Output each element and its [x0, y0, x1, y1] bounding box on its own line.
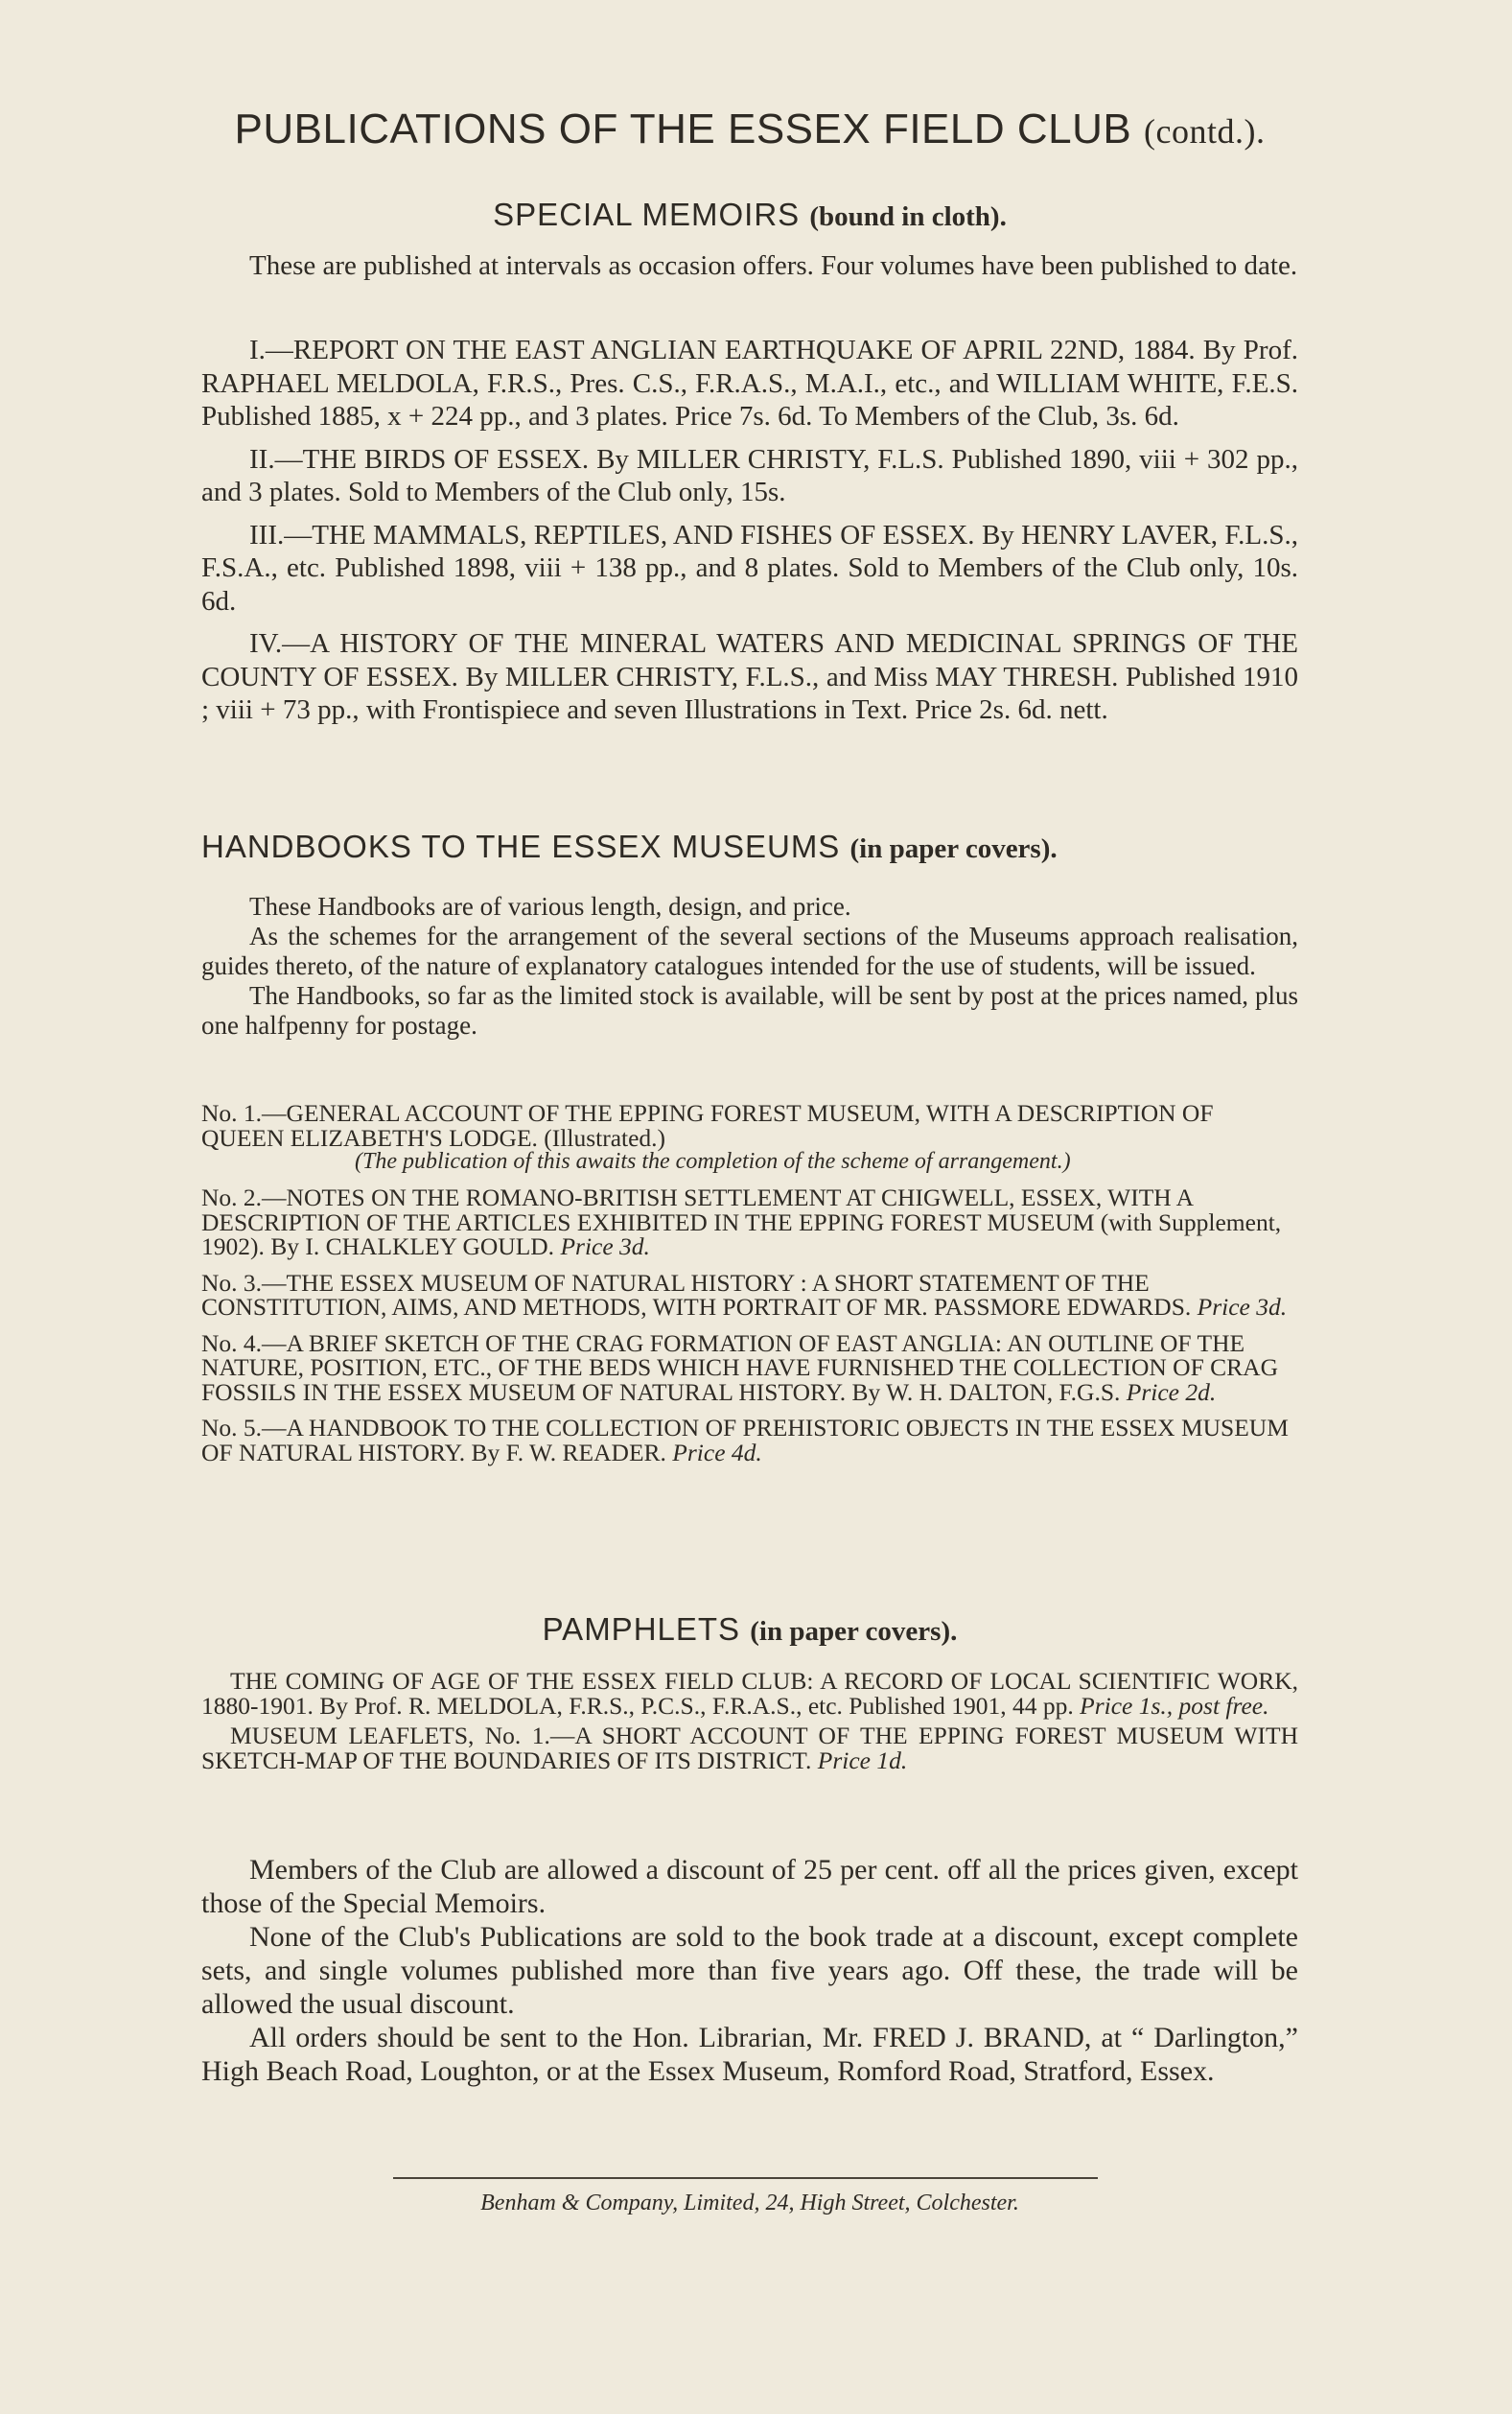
- special-item-4: IV.—A HISTORY OF THE MINERAL WATERS AND MEDICINAL SPRINGS OF THE COUNTY OF ESSEX. By MILLER CHRISTY, F.L.S., and Miss MAY THRESH. Published 1910 ; viii + 73 pp., with Frontispiece and seven Illustrations in Text. Price 2s. 6d. nett.: [201, 628, 1298, 725]
- handbooks-p2: As the schemes for the arrangement of the several sections of the Museums approach realisation, guides thereto, of the nature of explanatory catalogues intended for the use of students, will be issued.: [201, 922, 1298, 980]
- handbook-text: THE ESSEX MUSEUM OF NATURAL HISTORY : A SHORT STATEMENT OF THE CONSTITUTION, AIMS, AND METHODS, WITH PORTRAIT OF MR. PASSMORE EDWARDS.: [201, 1268, 1192, 1321]
- closing-p1: Members of the Club are allowed a discount of 25 per cent. off all the prices given, except those of the Special Memoirs.: [201, 1854, 1298, 1919]
- handbook-no: No. 5.—: [201, 1414, 287, 1441]
- special-item-2: II.—THE BIRDS OF ESSEX. By MILLER CHRISTY, F.L.S. Published 1890, viii + 302 pp., and 3 plates. Sold to Members of the Club only, 15s.: [201, 443, 1298, 507]
- handbook-note: (The publication of this awaits the completion of the scheme of arrangement.): [355, 1149, 1071, 1174]
- handbook-item-1: [201, 1101, 1298, 1174]
- handbook-item-4: [201, 1328, 1298, 1406]
- handbook-note: Price 2d.: [1126, 1377, 1217, 1406]
- pamphlets-heading: [201, 1611, 1298, 1648]
- handbook-note: Price 3d.: [560, 1232, 650, 1260]
- special-memoirs-heading: [201, 197, 1298, 233]
- pamphlet-text: MUSEUM LEAFLETS, No. 1.—A SHORT ACCOUNT OF THE EPPING FOREST MUSEUM WITH SKETCH-MAP OF THE BOUNDARIES OF ITS DISTRICT.: [201, 1722, 1298, 1774]
- special-heading-text: SPECIAL MEMOIRS: [493, 197, 801, 232]
- handbook-note: Price 3d.: [1197, 1293, 1288, 1321]
- page-title: [201, 105, 1298, 153]
- special-item-1: I.—REPORT ON THE EAST ANGLIAN EARTHQUAKE OF APRIL 22ND, 1884. By Prof. RAPHAEL MELDOLA, F.R.S., Pres. C.S., F.R.A.S., M.A.I., etc., and WILLIAM WHITE, F.E.S. Published 1885, x + 224 pp., and 3 plates. Price 7s. 6d. To Members of the Club, 3s. 6d.: [201, 335, 1298, 432]
- handbook-no: No. 2.—: [201, 1184, 287, 1211]
- handbook-text: A HANDBOOK TO THE COLLECTION OF PREHISTORIC OBJECTS IN THE ESSEX MUSEUM OF NATURAL HISTORY. By F. W. READER.: [201, 1414, 1289, 1466]
- special-heading-sub: (bound in cloth).: [809, 201, 1007, 232]
- pamphlet-item-2: [201, 1723, 1298, 1772]
- closing-p3: All orders should be sent to the Hon. Librarian, Mr. FRED J. BRAND, at “ Darlington,” High Beach Road, Loughton, or at the Essex Museum, Romford Road, Stratford, Essex.: [201, 2022, 1298, 2087]
- handbook-text: A BRIEF SKETCH OF THE CRAG FORMATION OF EAST ANGLIA: AN OUTLINE OF THE NATURE, POSITION, ETC., OF THE BEDS WHICH HAVE FURNISHED THE COLLECTION OF CRAG FOSSILS IN THE ESSEX MUSEUM OF NATURAL HISTORY. By W. H. DALTON, F.G.S.: [201, 1328, 1278, 1406]
- special-item-3: III.—THE MAMMALS, REPTILES, AND FISHES OF ESSEX. By HENRY LAVER, F.L.S., F.S.A., etc. Published 1898, viii + 138 pp., and 8 plates. Sold to Members of the Club only, 10s. 6d.: [201, 519, 1298, 617]
- handbook-note: Price 4d.: [672, 1438, 762, 1466]
- handbook-item-2: [201, 1185, 1298, 1259]
- pamphlet-note: Price 1s., post free.: [1080, 1691, 1269, 1720]
- handbook-no: No. 3.—: [201, 1268, 287, 1297]
- pamphlet-note: Price 1d.: [817, 1746, 908, 1774]
- footer-rule: [393, 2177, 1098, 2179]
- printer-footer: Benham & Company, Limited, 24, High Street, Colchester.: [480, 2191, 1019, 2215]
- closing-p2: None of the Club's Publications are sold to the book trade at a discount, except complete sets, and single volumes published more than five years ago. Off these, the trade will be allowed the usual discount.: [201, 1921, 1298, 2020]
- handbooks-heading: [201, 829, 1298, 865]
- handbook-item-3: [201, 1268, 1298, 1321]
- pamphlet-text: THE COMING OF AGE OF THE ESSEX FIELD CLUB: A RECORD OF LOCAL SCIENTIFIC WORK, 1880-1901. By Prof. R. MELDOLA, F.R.S., P.C.S., F.R.A.S., etc. Published 1901, 44 pp.: [201, 1667, 1298, 1720]
- handbook-text: GENERAL ACCOUNT OF THE EPPING FOREST MUSEUM, WITH A DESCRIPTION OF QUEEN ELIZABETH'S LODGE. (Illustrated.): [201, 1099, 1214, 1152]
- pamphlets-heading-sub: (in paper covers).: [750, 1616, 958, 1647]
- handbooks-heading-sub: (in paper covers).: [849, 833, 1058, 864]
- handbook-no: No. 4.—: [201, 1328, 287, 1357]
- special-intro: These are published at intervals as occasion offers. Four volumes have been published to date.: [249, 250, 1298, 281]
- handbooks-heading-text: HANDBOOKS TO THE ESSEX MUSEUMS: [201, 829, 841, 864]
- handbook-item-5: [201, 1416, 1298, 1465]
- handbooks-p1: These Handbooks are of various length, design, and price.: [249, 892, 851, 921]
- handbook-text: NOTES ON THE ROMANO-BRITISH SETTLEMENT AT CHIGWELL, ESSEX, WITH A DESCRIPTION OF THE ARTICLES EXHIBITED IN THE EPPING FOREST MUSEUM (with Supplement, 1902). By I. CHALKLEY GOULD.: [201, 1184, 1282, 1260]
- handbook-no: No. 1.—: [201, 1099, 287, 1127]
- handbooks-p3: The Handbooks, so far as the limited stock is available, will be sent by post at the prices named, plus one halfpenny for postage.: [201, 981, 1298, 1040]
- pamphlet-item-1: [201, 1669, 1298, 1718]
- title-contd: (contd.).: [1143, 112, 1266, 151]
- pamphlets-heading-text: PAMPHLETS: [542, 1611, 741, 1647]
- title-main: PUBLICATIONS OF THE ESSEX FIELD CLUB: [234, 105, 1132, 152]
